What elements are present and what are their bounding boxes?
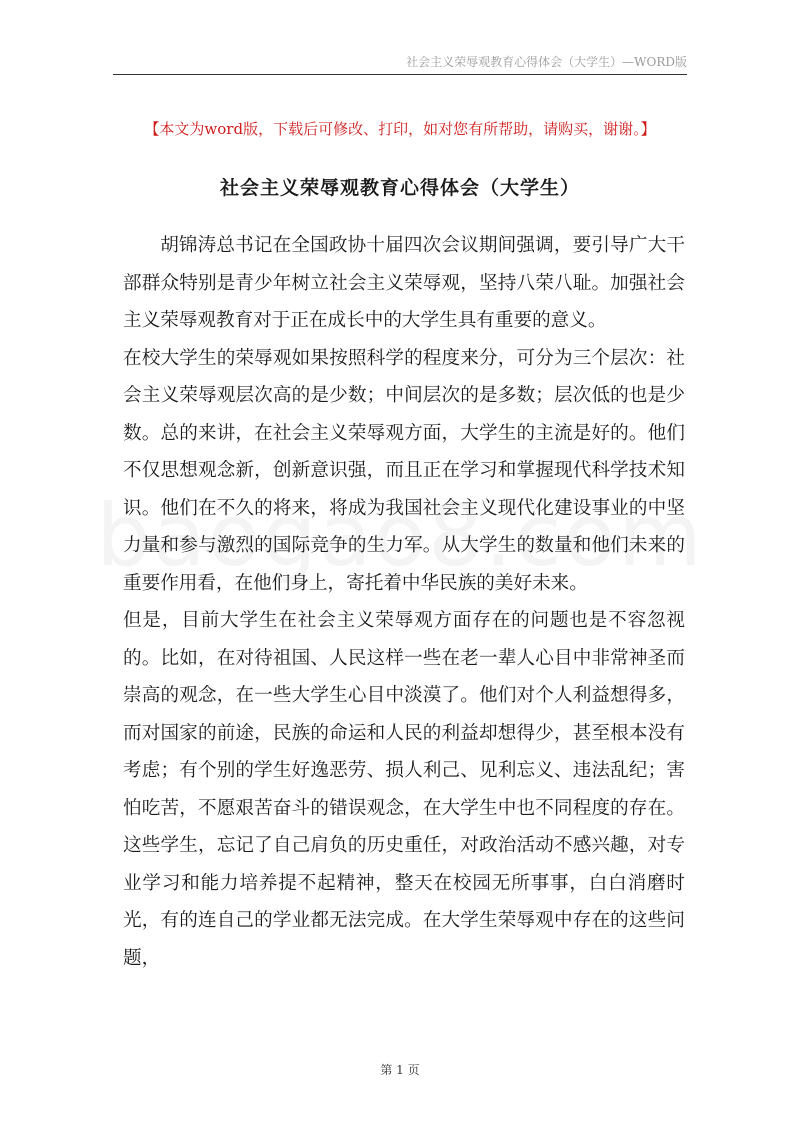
running-header-title: 社会主义荣辱观教育心得体会（大学生）—WORD版 (406, 55, 687, 69)
paragraph-intro: 胡锦涛总书记在全国政协十届四次会议期间强调，要引导广大干部群众特别是青少年树立社会主义荣辱观，坚持八荣八耻。加强社会主义荣辱观教育对于正在成长中的大学生具有重要的意义。 (123, 235, 685, 331)
running-header (113, 52, 687, 75)
page-number: 第 1 页 (380, 1063, 420, 1077)
document-title: 社会主义荣辱观教育心得体会（大学生） (219, 177, 580, 199)
paragraph-problems: 但是，目前大学生在社会主义荣辱观方面存在的问题也是不容忽视的。比如，在对待祖国、人民这样一些在老一辈人心目中非常神圣而崇高的观念，在一些大学生心目中淡漠了。他们对个人利益想得多，而对国家的前途，民族的命运和人民的利益却想得少，甚至根本没有考虑；有个别的学生好逸恶劳、损人利己、见利忘义、违法乱纪；害怕吃苦，不愿艰苦奋斗的错误观念，在大学生中也不同程度的存在。这些学生，忘记了自己肩负的历史重任，对政治活动不感兴趣，对专业学习和能力培养提不起精神，整天在校园无所事事，白白消磨时光，有的连自己的学业都无法完成。在大学生荣辱观中存在的这些问题， (123, 610, 685, 969)
download-notice: 【本文为word版，下载后可修改、打印，如对您有所帮助，请购买，谢谢。】 (144, 120, 656, 138)
paragraph-levels: 在校大学生的荣辱观如果按照科学的程度来分，可分为三个层次：社会主义荣辱观层次高的是少数；中间层次的是多数；层次低的也是少数。总的来讲，在社会主义荣辱观方面，大学生的主流是好的。他们不仅思想观念新，创新意识强，而且正在学习和掌握现代科学技术知识。他们在不久的将来，将成为我国社会主义现代化建设事业的中坚力量和参与激烈的国际竞争的生力军。从大学生的数量和他们未来的重要作用看，在他们身上，寄托着中华民族的美好未来。 (123, 347, 685, 594)
document-body (123, 227, 685, 977)
